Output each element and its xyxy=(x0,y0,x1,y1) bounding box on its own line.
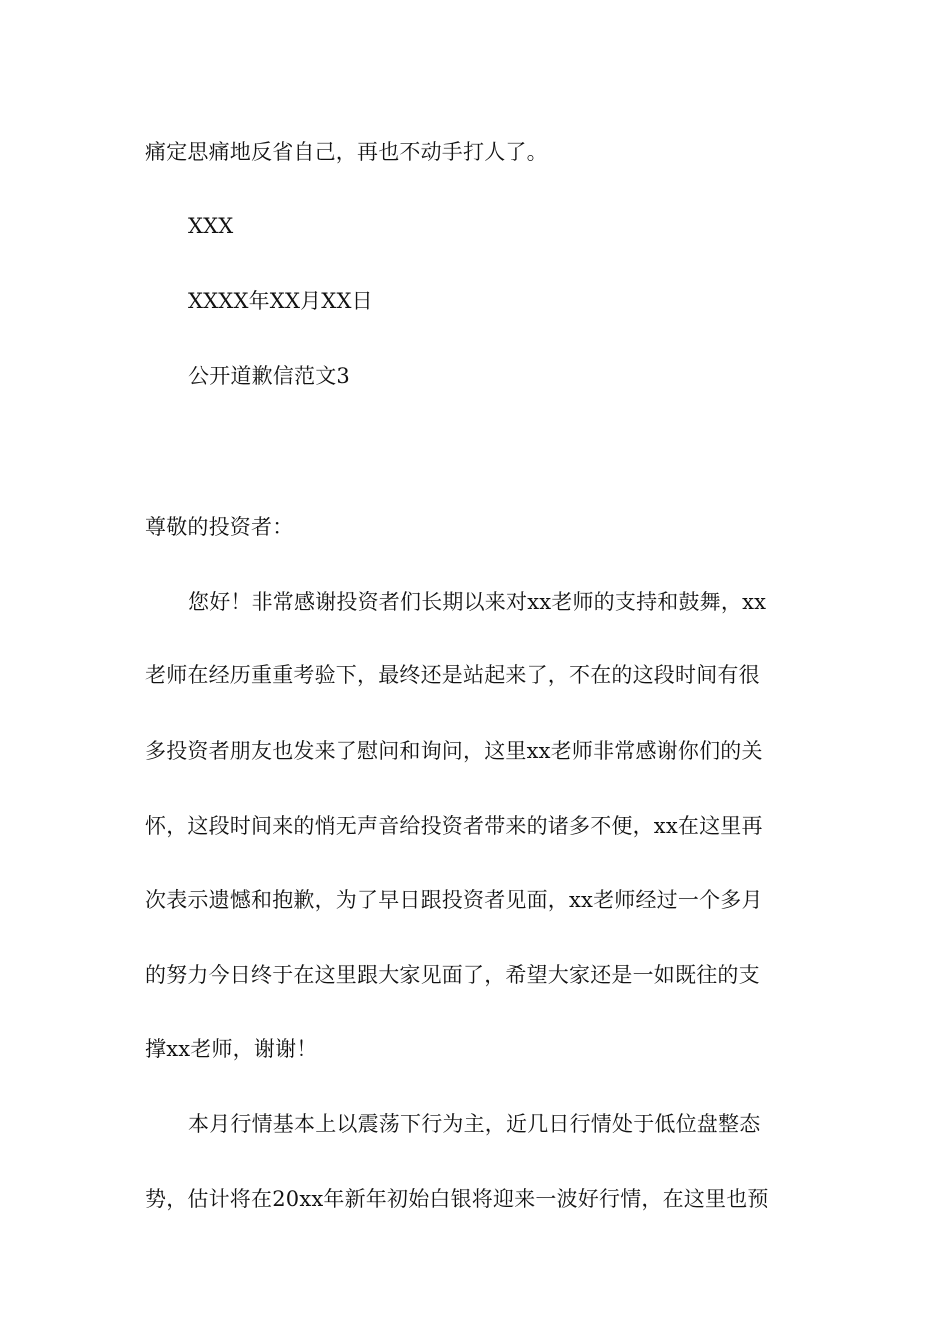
paragraph-line: 多投资者朋友也发来了慰问和询问，这里xx老师非常感谢你们的关 xyxy=(145,739,763,763)
paragraph-line: 您好！非常感谢投资者们长期以来对xx老师的支持和鼓舞，xx xyxy=(188,590,767,614)
paragraph-line: 的努力今日终于在这里跟大家见面了，希望大家还是一如既往的支 xyxy=(145,963,760,987)
paragraph-line: 本月行情基本上以震荡下行为主，近几日行情处于低位盘整态 xyxy=(188,1112,761,1136)
paragraph-line: 痛定思痛地反省自己，再也不动手打人了。 xyxy=(145,140,548,164)
paragraph-line: 老师在经历重重考验下，最终还是站起来了，不在的这段时间有很 xyxy=(145,663,760,687)
signature-date: XXXX年XX月XX日 xyxy=(188,289,373,313)
signature-name: XXX xyxy=(188,214,234,238)
paragraph-line: 撑xx老师，谢谢！ xyxy=(145,1037,318,1061)
paragraph-line: 怀，这段时间来的悄无声音给投资者带来的诸多不便，xx在这里再 xyxy=(145,814,763,838)
paragraph-line: 次表示遗憾和抱歉，为了早日跟投资者见面，xx老师经过一个多月 xyxy=(145,888,763,912)
salutation: 尊敬的投资者： xyxy=(145,515,294,539)
section-title: 公开道歉信范文3 xyxy=(188,364,350,388)
paragraph-line: 势，估计将在20xx年新年初始白银将迎来一波好行情，在这里也预 xyxy=(145,1187,769,1211)
